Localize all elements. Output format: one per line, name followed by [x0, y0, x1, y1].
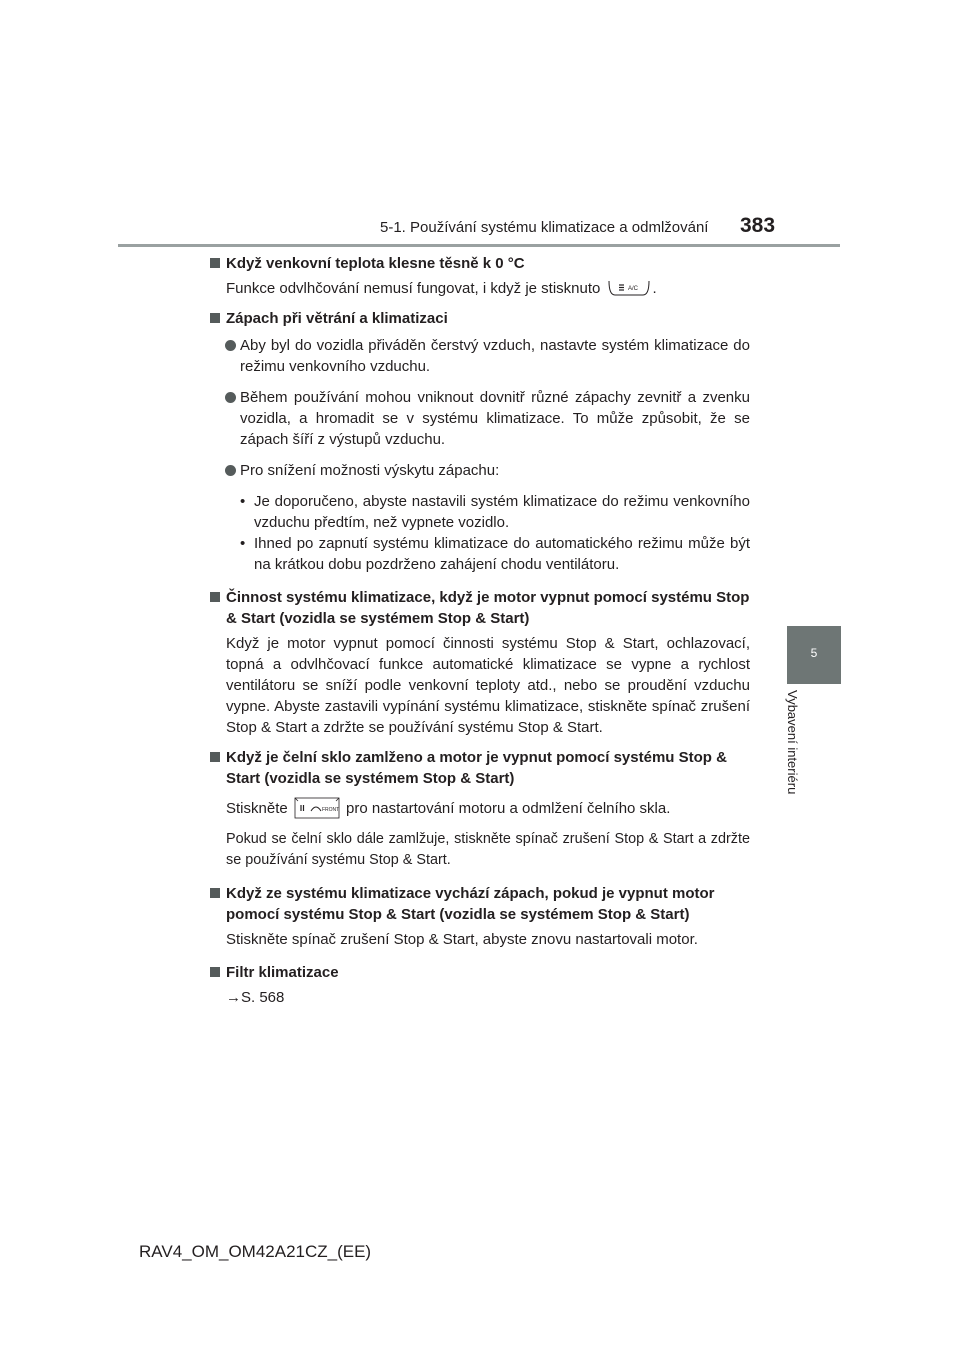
section-heading-text: Když je čelní sklo zamlženo a motor je vypnut pomocí systému Stop & Start (vozidla se systémem Stop & Start): [226, 749, 727, 787]
paragraph: [210, 829, 750, 871]
page-content: [210, 253, 750, 1008]
square-bullet-icon: [210, 258, 220, 268]
square-bullet-icon: [210, 888, 220, 898]
list-item-text: Během používání mohou vniknout dovnitř různé zápachy zevnitř a zvenku vozidla, a hromadit se v systému klimatizace. To může způsobit, že se zápach šíří z výstupů vzduchu.: [240, 389, 750, 448]
square-bullet-icon: [210, 752, 220, 762]
sub-bullet-marker: •: [240, 535, 246, 552]
section-heading-text: Filtr klimatizace: [226, 964, 339, 981]
section-heading: [210, 747, 750, 789]
section-heading: [210, 883, 750, 925]
paragraph: [210, 929, 750, 950]
square-bullet-icon: [210, 967, 220, 977]
paragraph-text-end: pro nastartování motoru a odmlžení čelního skla.: [346, 800, 671, 817]
section-heading-text: Když ze systému klimatizace vychází zápach, pokud je vypnut motor pomocí systému Stop & Start (vozidla se systémem Stop & Start): [226, 885, 715, 923]
round-bullet-icon: [225, 392, 236, 403]
paragraph-text: Funkce odvlhčování nemusí fungovat, i když je stisknuto: [226, 280, 601, 297]
paragraph: [210, 633, 750, 738]
sub-bullet-marker: •: [240, 493, 246, 510]
ac-button-icon: [607, 279, 651, 297]
paragraph-text: Stiskněte spínač zrušení Stop & Start, abyste znovu nastartovali motor.: [226, 931, 698, 948]
sub-list-item: [210, 533, 750, 575]
paragraph-text-end: .: [652, 280, 657, 297]
section-heading-text: Když venkovní teplota klesne těsně k 0 °C: [226, 255, 525, 272]
round-bullet-icon: [225, 340, 236, 351]
list-item: [210, 335, 750, 377]
chapter-label: [782, 690, 802, 820]
page-reference-text[interactable]: →S. 568: [226, 989, 285, 1006]
list-item: [210, 387, 750, 450]
header-rule: [118, 244, 840, 247]
round-bullet-icon: [225, 465, 236, 476]
ac-button-label: A/C: [627, 286, 638, 292]
section-heading: [210, 308, 750, 329]
paragraph-text: Pokud se čelní sklo dále zamlžuje, stiskněte spínač zrušení Stop & Start a zdržte se používání systému Stop & Start.: [226, 831, 750, 868]
front-button-label: FRONT: [321, 807, 340, 813]
page-number: 383: [740, 214, 776, 237]
sub-list-item-text: Ihned po zapnutí systému klimatizace do automatického režimu může být na krátkou dobu pozdrženo zahájení chodu ventilátoru.: [254, 535, 750, 573]
sub-list-item: [210, 491, 750, 533]
paragraph-text: Stiskněte: [226, 800, 288, 817]
list-item-text: Pro snížení možnosti výskytu zápachu:: [240, 462, 500, 479]
sub-list-item-text: Je doporučeno, abyste nastavili systém klimatizace do režimu venkovního vzduchu předtím, než vypnete vozidlo.: [254, 493, 750, 531]
square-bullet-icon: [210, 592, 220, 602]
section-heading: [210, 962, 750, 983]
page-reference[interactable]: [210, 987, 750, 1008]
paragraph-text: Když je motor vypnut pomocí činnosti systému Stop & Start, ochlazovací, topná a odvlhčovací funkce automatické klimatizace se vypne a rychlost ventilátoru se sníží podle venkovní teploty atd., nebo se proudění vzduchu vypne. Abyste zastavili vypínání systému klimatizace, stiskněte spínač zrušení Stop & Start a zdržte se používání systému Stop & Start.: [226, 635, 750, 736]
header-title: 5-1. Používání systému klimatizace a odmlžování: [380, 219, 709, 236]
chapter-label-text: Vybavení interiéru: [785, 690, 800, 795]
list-item: [210, 460, 750, 481]
section-heading-text: Zápach při větrání a klimatizaci: [226, 310, 448, 327]
section-heading: [210, 253, 750, 274]
section-heading: [210, 587, 750, 629]
chapter-tab: [787, 626, 841, 684]
chapter-tab-number: 5: [810, 646, 818, 660]
paragraph: [210, 278, 750, 299]
square-bullet-icon: [210, 313, 220, 323]
paragraph: [210, 797, 750, 819]
front-defroster-button-icon: [294, 797, 340, 819]
list-item-text: Aby byl do vozidla přiváděn čerstvý vzduch, nastavte systém klimatizace do režimu venkovního vzduchu.: [240, 337, 750, 375]
section-heading-text: Činnost systému klimatizace, když je motor vypnut pomocí systému Stop & Start (vozidla se systémem Stop & Start): [226, 589, 750, 627]
document-code: RAV4_OM_OM42A21CZ_(EE): [139, 1242, 372, 1261]
